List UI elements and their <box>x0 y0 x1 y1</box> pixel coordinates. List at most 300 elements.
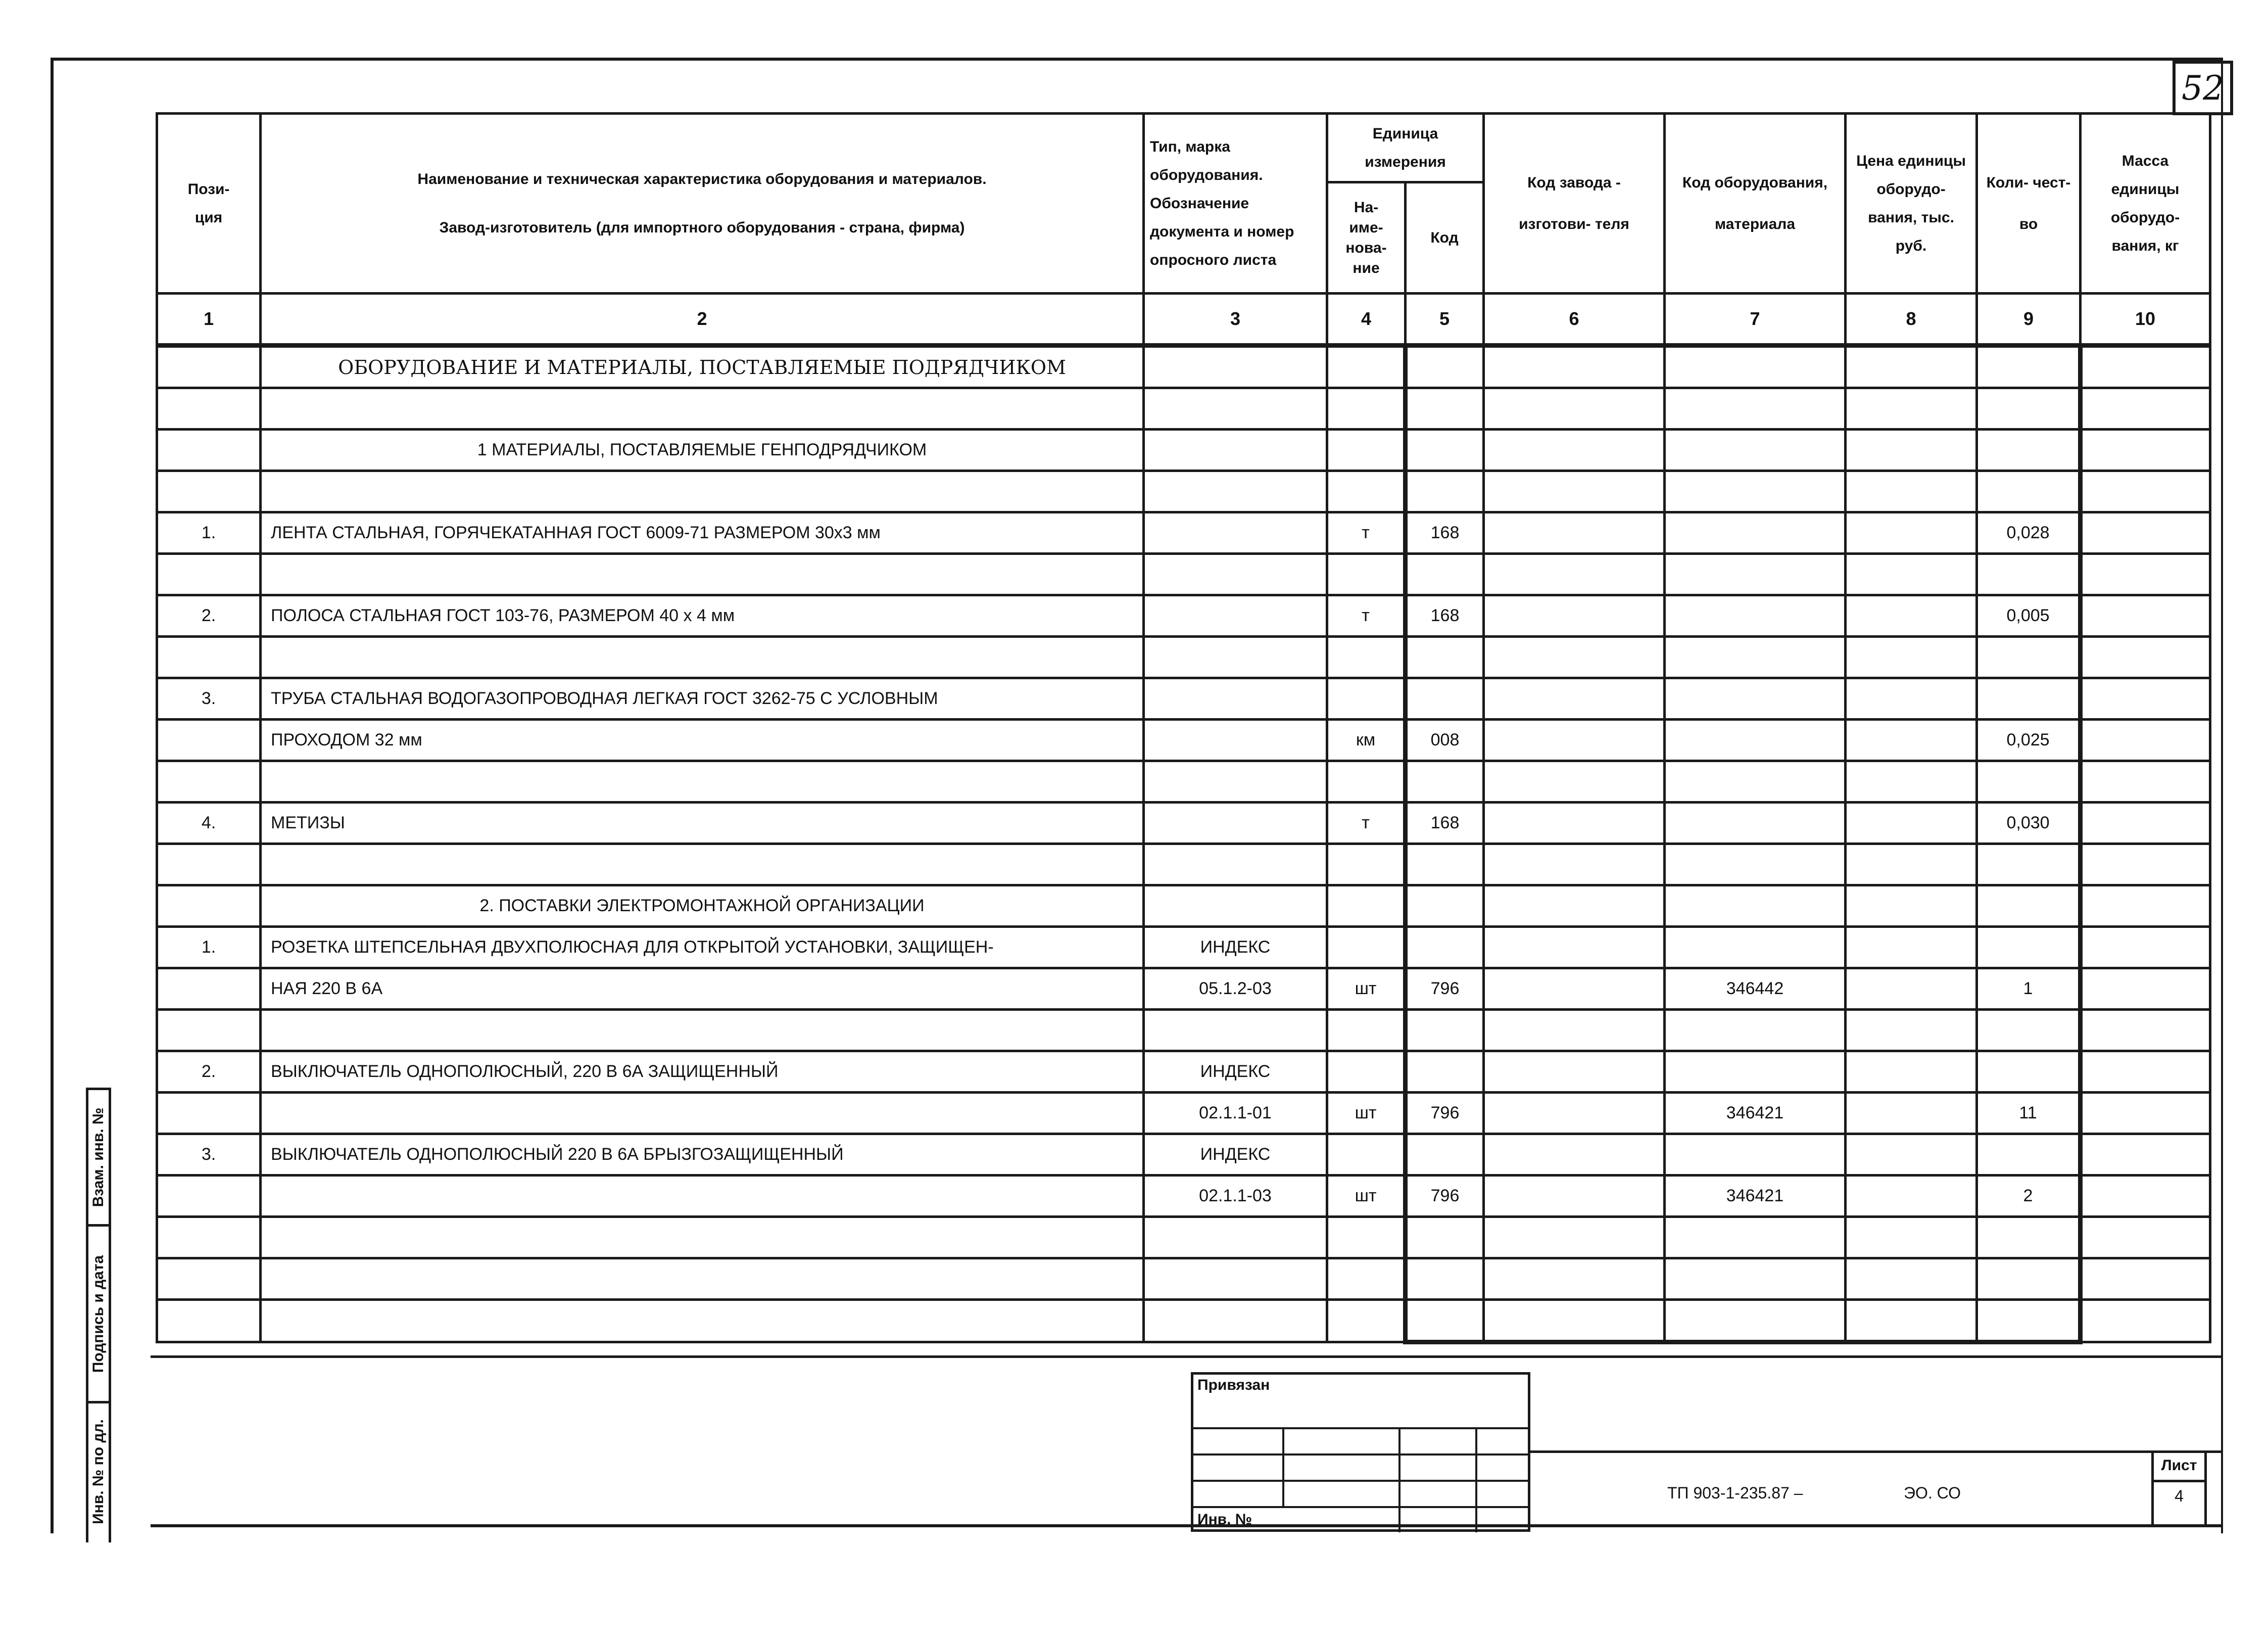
cell-equipment-code <box>1665 1051 1846 1093</box>
cell-unit-code <box>1406 1258 1484 1300</box>
table-row <box>157 927 2210 968</box>
cell-position <box>157 968 261 1010</box>
cell-quantity <box>1977 554 2081 595</box>
cell-type <box>1144 1217 1327 1258</box>
cell-name <box>261 471 1144 512</box>
cell-unit <box>1327 388 1406 430</box>
cell-equipment-code <box>1665 927 1846 968</box>
table-row <box>157 803 2210 844</box>
cell-name <box>261 554 1144 595</box>
cell-mass <box>2081 471 2210 512</box>
cell-name <box>261 1300 1144 1342</box>
cell-name: ПРОХОДОМ 32 мм <box>261 720 1144 761</box>
cell-quantity <box>1977 637 2081 678</box>
cell-unit-code: 796 <box>1406 1176 1484 1217</box>
cell-price <box>1846 678 1977 720</box>
cell-equipment-code <box>1665 388 1846 430</box>
cell-equipment-code <box>1665 346 1846 388</box>
cell-type <box>1144 885 1327 927</box>
cell-name <box>261 1258 1144 1300</box>
side-label-signature-date: Подпись и дата <box>90 1255 107 1373</box>
cell-equipment-code <box>1665 803 1846 844</box>
cell-unit-code: 168 <box>1406 512 1484 554</box>
cell-quantity <box>1977 844 2081 885</box>
cell-price <box>1846 1217 1977 1258</box>
cell-position <box>157 346 261 388</box>
cell-unit-code: 796 <box>1406 1093 1484 1134</box>
column-number: 8 <box>1846 294 1977 346</box>
cell-type <box>1144 471 1327 512</box>
cell-equipment-code <box>1665 430 1846 471</box>
column-number: 7 <box>1665 294 1846 346</box>
cell-plant-code <box>1484 1217 1665 1258</box>
cell-name <box>261 1093 1144 1134</box>
cell-mass <box>2081 637 2210 678</box>
cell-unit: шт <box>1327 1176 1406 1217</box>
cell-position: 2. <box>157 595 261 637</box>
table-row <box>157 720 2210 761</box>
cell-type <box>1144 512 1327 554</box>
cell-unit-code <box>1406 637 1484 678</box>
cell-price <box>1846 1300 1977 1342</box>
cell-plant-code <box>1484 512 1665 554</box>
cell-mass <box>2081 720 2210 761</box>
cell-type: 02.1.1-01 <box>1144 1093 1327 1134</box>
column-number: 2 <box>261 294 1144 346</box>
cell-unit-code <box>1406 346 1484 388</box>
cell-quantity <box>1977 388 2081 430</box>
cell-unit <box>1327 761 1406 803</box>
sheet-box <box>2151 1451 2207 1527</box>
cell-plant-code <box>1484 1093 1665 1134</box>
header-price: Цена единицы оборудо- вания, тыс. руб. <box>1846 114 1977 294</box>
sheet-label: Лист <box>2154 1451 2204 1482</box>
cell-position: 3. <box>157 678 261 720</box>
cell-quantity <box>1977 885 2081 927</box>
cell-equipment-code <box>1665 761 1846 803</box>
cell-type <box>1144 803 1327 844</box>
header-position: Пози- ция <box>157 114 261 294</box>
cell-plant-code <box>1484 803 1665 844</box>
cell-equipment-code <box>1665 720 1846 761</box>
cell-price <box>1846 968 1977 1010</box>
table-body <box>157 294 2210 1342</box>
side-label-replace-inv: Взам. инв. № <box>90 1107 107 1207</box>
cell-price <box>1846 803 1977 844</box>
cell-unit-code <box>1406 678 1484 720</box>
cell-position <box>157 1217 261 1258</box>
cell-unit-code <box>1406 844 1484 885</box>
table-row <box>157 844 2210 885</box>
cell-mass <box>2081 1217 2210 1258</box>
cell-quantity: 0,005 <box>1977 595 2081 637</box>
cell-unit <box>1327 1010 1406 1051</box>
cell-mass <box>2081 1300 2210 1342</box>
cell-mass <box>2081 844 2210 885</box>
cell-unit <box>1327 637 1406 678</box>
cell-name <box>261 844 1144 885</box>
column-number: 9 <box>1977 294 2081 346</box>
table-row <box>157 430 2210 471</box>
cell-position <box>157 761 261 803</box>
cell-name: ТРУБА СТАЛЬНАЯ ВОДОГАЗОПРОВОДНАЯ ЛЕГКАЯ ГОСТ 3262-75 С УСЛОВНЫМ <box>261 678 1144 720</box>
binding-stamp <box>1191 1372 1530 1532</box>
cell-unit <box>1327 471 1406 512</box>
cell-name: 1 МАТЕРИАЛЫ, ПОСТАВЛЯЕМЫЕ ГЕНПОДРЯДЧИКОМ <box>261 430 1144 471</box>
binding-rule <box>1193 1480 1528 1482</box>
cell-quantity <box>1977 346 2081 388</box>
cell-plant-code <box>1484 927 1665 968</box>
cell-price <box>1846 1010 1977 1051</box>
cell-mass <box>2081 346 2210 388</box>
cell-quantity <box>1977 761 2081 803</box>
cell-plant-code <box>1484 761 1665 803</box>
cell-plant-code <box>1484 1051 1665 1093</box>
cell-unit-code <box>1406 1051 1484 1093</box>
cell-position <box>157 1010 261 1051</box>
cell-mass <box>2081 430 2210 471</box>
sheet-number: 4 <box>2175 1487 2184 1505</box>
cell-price <box>1846 1258 1977 1300</box>
cell-equipment-code: 346442 <box>1665 968 1846 1010</box>
cell-price <box>1846 844 1977 885</box>
cell-plant-code <box>1484 388 1665 430</box>
side-label-original-inv: Инв. № по дл. <box>90 1419 107 1524</box>
cell-unit-code: 796 <box>1406 968 1484 1010</box>
cell-type <box>1144 1258 1327 1300</box>
document-code: ТП 903-1-235.87 – <box>1667 1484 1803 1502</box>
table-row <box>157 1093 2210 1134</box>
cell-name: ВЫКЛЮЧАТЕЛЬ ОДНОПОЛЮСНЫЙ 220 В 6А БРЫЗГОЗАЩИЩЕННЫЙ <box>261 1134 1144 1176</box>
table-row <box>157 346 2210 388</box>
cell-type: ИНДЕКС <box>1144 927 1327 968</box>
cell-type <box>1144 430 1327 471</box>
cell-equipment-code <box>1665 512 1846 554</box>
table-row <box>157 1300 2210 1342</box>
cell-mass <box>2081 803 2210 844</box>
cell-quantity <box>1977 927 2081 968</box>
cell-name: ОБОРУДОВАНИЕ И МАТЕРИАЛЫ, ПОСТАВЛЯЕМЫЕ ПОДРЯДЧИКОМ <box>261 346 1144 388</box>
cell-name <box>261 637 1144 678</box>
cell-equipment-code <box>1665 885 1846 927</box>
cell-unit <box>1327 554 1406 595</box>
cell-price <box>1846 885 1977 927</box>
table-row <box>157 512 2210 554</box>
header-equipment-code: Код оборудования, материала <box>1665 114 1846 294</box>
cell-type <box>1144 678 1327 720</box>
cell-plant-code <box>1484 554 1665 595</box>
cell-unit-code <box>1406 1010 1484 1051</box>
header-unit-name: На- име- нова- ние <box>1327 182 1406 294</box>
header-type: Тип, марка оборудования. Обозначение документа и номер опросного листа <box>1144 114 1327 294</box>
cell-type: ИНДЕКС <box>1144 1134 1327 1176</box>
cell-price <box>1846 512 1977 554</box>
cell-unit <box>1327 844 1406 885</box>
document-suffix: ЭО. СО <box>1904 1484 1961 1502</box>
cell-unit <box>1327 1217 1406 1258</box>
cell-unit <box>1327 430 1406 471</box>
binding-rule <box>1282 1427 1284 1506</box>
cell-unit <box>1327 1258 1406 1300</box>
side-stamp <box>86 1088 111 1542</box>
binding-rule <box>1193 1427 1528 1429</box>
cell-type <box>1144 720 1327 761</box>
cell-equipment-code <box>1665 595 1846 637</box>
cell-mass <box>2081 1093 2210 1134</box>
cell-unit-code <box>1406 1300 1484 1342</box>
table-row <box>157 471 2210 512</box>
cell-position <box>157 637 261 678</box>
cell-mass <box>2081 1134 2210 1176</box>
cell-unit-code <box>1406 1217 1484 1258</box>
cell-type <box>1144 595 1327 637</box>
cell-type <box>1144 761 1327 803</box>
table-row <box>157 1258 2210 1300</box>
cell-unit: шт <box>1327 1093 1406 1134</box>
cell-equipment-code: 346421 <box>1665 1176 1846 1217</box>
cell-plant-code <box>1484 595 1665 637</box>
cell-plant-code <box>1484 637 1665 678</box>
cell-mass <box>2081 1010 2210 1051</box>
cell-unit <box>1327 885 1406 927</box>
cell-plant-code <box>1484 720 1665 761</box>
cell-plant-code <box>1484 968 1665 1010</box>
cell-equipment-code <box>1665 1300 1846 1342</box>
cell-equipment-code <box>1665 471 1846 512</box>
cell-mass <box>2081 1051 2210 1093</box>
cell-price <box>1846 471 1977 512</box>
cell-position <box>157 844 261 885</box>
column-number: 10 <box>2081 294 2210 346</box>
cell-unit <box>1327 1051 1406 1093</box>
cell-quantity: 0,028 <box>1977 512 2081 554</box>
cell-equipment-code <box>1665 1258 1846 1300</box>
cell-plant-code <box>1484 1258 1665 1300</box>
cell-position: 3. <box>157 1134 261 1176</box>
cell-mass <box>2081 595 2210 637</box>
cell-quantity <box>1977 1051 2081 1093</box>
column-number: 6 <box>1484 294 1665 346</box>
cell-unit-code <box>1406 927 1484 968</box>
table-row <box>157 1010 2210 1051</box>
cell-unit: шт <box>1327 968 1406 1010</box>
cell-position: 4. <box>157 803 261 844</box>
cell-unit <box>1327 1300 1406 1342</box>
header-name: Наименование и техническая характеристика оборудования и материалов. Завод-изготовитель (для импортного оборудования - страна, фирма) <box>261 114 1144 294</box>
cell-plant-code <box>1484 1134 1665 1176</box>
cell-name: ПОЛОСА СТАЛЬНАЯ ГОСТ 103-76, РАЗМЕРОМ 40 х 4 мм <box>261 595 1144 637</box>
cell-unit: т <box>1327 512 1406 554</box>
cell-quantity: 11 <box>1977 1093 2081 1134</box>
table-row <box>157 678 2210 720</box>
cell-unit-code <box>1406 388 1484 430</box>
cell-mass <box>2081 388 2210 430</box>
cell-price <box>1846 430 1977 471</box>
cell-unit: км <box>1327 720 1406 761</box>
cell-quantity <box>1977 471 2081 512</box>
header-mass: Масса единицы оборудо- вания, кг <box>2081 114 2210 294</box>
cell-quantity: 0,025 <box>1977 720 2081 761</box>
cell-unit <box>1327 346 1406 388</box>
table-row <box>157 1176 2210 1217</box>
cell-unit: т <box>1327 803 1406 844</box>
cell-position: 1. <box>157 512 261 554</box>
cell-equipment-code <box>1665 1217 1846 1258</box>
cell-type <box>1144 346 1327 388</box>
cell-mass <box>2081 554 2210 595</box>
cell-mass <box>2081 512 2210 554</box>
cell-unit-code: 168 <box>1406 803 1484 844</box>
cell-position <box>157 554 261 595</box>
cell-type: ИНДЕКС <box>1144 1051 1327 1093</box>
cell-equipment-code <box>1665 844 1846 885</box>
cell-type: 02.1.1-03 <box>1144 1176 1327 1217</box>
cell-quantity: 1 <box>1977 968 2081 1010</box>
table-row <box>157 1134 2210 1176</box>
cell-plant-code <box>1484 1176 1665 1217</box>
cell-plant-code <box>1484 844 1665 885</box>
table-row <box>157 388 2210 430</box>
cell-position: 1. <box>157 927 261 968</box>
cell-position <box>157 885 261 927</box>
cell-unit <box>1327 1134 1406 1176</box>
cell-equipment-code <box>1665 554 1846 595</box>
cell-quantity <box>1977 1300 2081 1342</box>
cell-price <box>1846 346 1977 388</box>
title-divider <box>1530 1450 2223 1453</box>
binding-rule <box>1475 1427 1477 1532</box>
cell-quantity <box>1977 1010 2081 1051</box>
table-row <box>157 761 2210 803</box>
cell-unit-code: 008 <box>1406 720 1484 761</box>
cell-quantity <box>1977 1134 2081 1176</box>
cell-quantity <box>1977 430 2081 471</box>
column-number: 3 <box>1144 294 1327 346</box>
cell-plant-code <box>1484 346 1665 388</box>
cell-unit-code <box>1406 1134 1484 1176</box>
cell-quantity <box>1977 1258 2081 1300</box>
cell-position <box>157 1176 261 1217</box>
header-plant-code: Код завода - изготови- теля <box>1484 114 1665 294</box>
cell-position <box>157 1300 261 1342</box>
cell-plant-code <box>1484 471 1665 512</box>
table-row <box>157 885 2210 927</box>
table-row <box>157 595 2210 637</box>
cell-position: 2. <box>157 1051 261 1093</box>
cell-unit-code <box>1406 471 1484 512</box>
cell-mass <box>2081 761 2210 803</box>
cell-name <box>261 761 1144 803</box>
cell-name: МЕТИЗЫ <box>261 803 1144 844</box>
cell-name <box>261 388 1144 430</box>
cell-name: НАЯ 220 В 6А <box>261 968 1144 1010</box>
cell-name: 2. ПОСТАВКИ ЭЛЕКТРОМОНТАЖНОЙ ОРГАНИЗАЦИИ <box>261 885 1144 927</box>
cell-type <box>1144 388 1327 430</box>
cell-unit-code <box>1406 761 1484 803</box>
cell-price <box>1846 1051 1977 1093</box>
cell-position <box>157 1258 261 1300</box>
cell-mass <box>2081 1176 2210 1217</box>
side-cell-replace-inv <box>88 1090 109 1227</box>
binding-rule <box>1193 1506 1528 1508</box>
cell-type <box>1144 1300 1327 1342</box>
column-number: 4 <box>1327 294 1406 346</box>
cell-equipment-code <box>1665 678 1846 720</box>
cell-price <box>1846 1134 1977 1176</box>
cell-mass <box>2081 678 2210 720</box>
table-row <box>157 1051 2210 1093</box>
cell-type <box>1144 1010 1327 1051</box>
cell-name: РОЗЕТКА ШТЕПСЕЛЬНАЯ ДВУХПОЛЮСНАЯ ДЛЯ ОТКРЫТОЙ УСТАНОВКИ, ЗАЩИЩЕН- <box>261 927 1144 968</box>
table-row <box>157 968 2210 1010</box>
cell-unit: т <box>1327 595 1406 637</box>
side-cell-original-inv <box>88 1403 109 1540</box>
cell-name: ВЫКЛЮЧАТЕЛЬ ОДНОПОЛЮСНЫЙ, 220 В 6А ЗАЩИЩЕННЫЙ <box>261 1051 1144 1093</box>
cell-equipment-code: 346421 <box>1665 1093 1846 1134</box>
cell-mass <box>2081 927 2210 968</box>
cell-name <box>261 1010 1144 1051</box>
cell-name <box>261 1217 1144 1258</box>
cell-price <box>1846 637 1977 678</box>
specification-table <box>156 112 2211 1344</box>
cell-price <box>1846 761 1977 803</box>
cell-unit-code <box>1406 554 1484 595</box>
binding-rule <box>1193 1453 1528 1456</box>
column-number: 5 <box>1406 294 1484 346</box>
inventory-number-label: Инв. № <box>1197 1511 1252 1528</box>
side-cell-signature-date <box>88 1227 109 1403</box>
cell-position <box>157 1093 261 1134</box>
cell-price <box>1846 1093 1977 1134</box>
cell-quantity <box>1977 1217 2081 1258</box>
cell-type <box>1144 844 1327 885</box>
cell-quantity <box>1977 678 2081 720</box>
cell-plant-code <box>1484 1010 1665 1051</box>
binding-label: Привязан <box>1197 1377 1270 1393</box>
cell-type <box>1144 554 1327 595</box>
cell-unit-code <box>1406 430 1484 471</box>
page-number: 52 <box>2173 61 2233 115</box>
cell-unit <box>1327 927 1406 968</box>
header-unit-group: Единица измерения <box>1327 114 1484 182</box>
cell-position <box>157 430 261 471</box>
cell-position <box>157 388 261 430</box>
cell-equipment-code <box>1665 1010 1846 1051</box>
cell-name: ЛЕНТА СТАЛЬНАЯ, ГОРЯЧЕКАТАННАЯ ГОСТ 6009-71 РАЗМЕРОМ 30х3 мм <box>261 512 1144 554</box>
cell-price <box>1846 1176 1977 1217</box>
cell-type <box>1144 637 1327 678</box>
cell-mass <box>2081 1258 2210 1300</box>
table-header <box>157 114 2210 294</box>
cell-position <box>157 720 261 761</box>
cell-mass <box>2081 968 2210 1010</box>
cell-price <box>1846 720 1977 761</box>
cell-plant-code <box>1484 678 1665 720</box>
cell-type: 05.1.2-03 <box>1144 968 1327 1010</box>
cell-unit-code <box>1406 885 1484 927</box>
cell-price <box>1846 554 1977 595</box>
column-number-row <box>157 294 2210 346</box>
table-row <box>157 637 2210 678</box>
cell-equipment-code <box>1665 1134 1846 1176</box>
cell-plant-code <box>1484 1300 1665 1342</box>
cell-name <box>261 1176 1144 1217</box>
table-row <box>157 1217 2210 1258</box>
cell-price <box>1846 388 1977 430</box>
cell-price <box>1846 595 1977 637</box>
column-number: 1 <box>157 294 261 346</box>
cell-position <box>157 471 261 512</box>
